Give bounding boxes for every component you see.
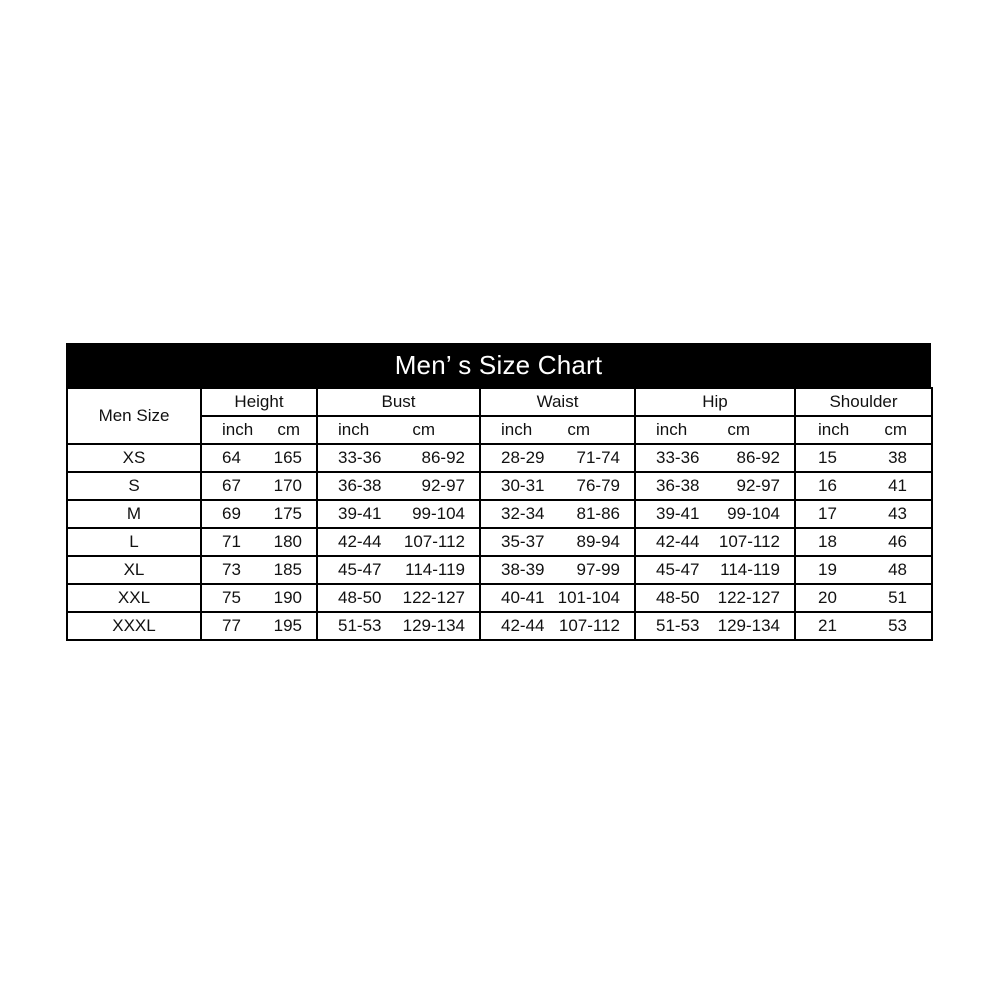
bust-inch-value: 36-38 xyxy=(338,476,382,495)
size-cell: XXXL xyxy=(67,612,201,640)
shoulder-inch-value: 18 xyxy=(818,532,837,551)
height-cell xyxy=(201,444,317,472)
waist-inch-value: 30-31 xyxy=(501,476,545,495)
bust-cm-value: 86-92 xyxy=(421,448,465,467)
shoulder-cm-value: 51 xyxy=(888,588,907,607)
hip-unit-header xyxy=(635,416,795,444)
value-pair xyxy=(481,588,634,608)
height-cell xyxy=(201,528,317,556)
value-pair xyxy=(318,616,479,636)
shoulder-inch-value: 19 xyxy=(818,560,837,579)
value-pair xyxy=(202,588,316,608)
value-pair xyxy=(202,616,316,636)
shoulder-inch-value: 17 xyxy=(818,504,837,523)
value-pair xyxy=(481,448,634,468)
value-pair xyxy=(318,476,479,496)
bust-cell xyxy=(317,528,480,556)
bust-cell xyxy=(317,556,480,584)
value-pair xyxy=(202,532,316,552)
height-header: Height xyxy=(201,388,317,416)
size-cell: XL xyxy=(67,556,201,584)
bust-inch-value: 51-53 xyxy=(338,616,382,635)
waist-cm-value: 97-99 xyxy=(576,560,620,579)
hip-cell xyxy=(635,444,795,472)
waist-cell xyxy=(480,612,635,640)
height-inch-value: 71 xyxy=(222,532,241,551)
hip-cell xyxy=(635,500,795,528)
waist-cell xyxy=(480,556,635,584)
table-row xyxy=(67,528,932,556)
height-cell xyxy=(201,472,317,500)
hip-inch-value: 39-41 xyxy=(656,504,700,523)
men-size-header: Men Size xyxy=(67,388,201,444)
value-pair xyxy=(318,588,479,608)
size-cell: L xyxy=(67,528,201,556)
value-pair xyxy=(202,560,316,580)
waist-inch-value: 42-44 xyxy=(501,616,545,635)
waist-inch-value: 32-34 xyxy=(501,504,545,523)
size-cell: XXL xyxy=(67,584,201,612)
value-pair xyxy=(796,504,931,524)
unit-inch-label: inch xyxy=(338,420,370,439)
value-pair xyxy=(202,504,316,524)
shoulder-header: Shoulder xyxy=(795,388,932,416)
bust-inch-value: 33-36 xyxy=(338,448,382,467)
bust-header: Bust xyxy=(317,388,480,416)
value-pair xyxy=(796,532,931,552)
height-cm-value: 185 xyxy=(273,560,302,579)
waist-inch-value: 28-29 xyxy=(501,448,545,467)
hip-inch-value: 33-36 xyxy=(656,448,700,467)
hip-cm-value: 99-104 xyxy=(727,504,780,523)
unit-pair xyxy=(318,420,479,440)
bust-inch-value: 39-41 xyxy=(338,504,382,523)
shoulder-cell xyxy=(795,444,932,472)
waist-cell xyxy=(480,528,635,556)
bust-cm-value: 114-119 xyxy=(405,560,465,579)
value-pair xyxy=(636,476,794,496)
shoulder-cell xyxy=(795,612,932,640)
waist-cm-value: 81-86 xyxy=(576,504,620,523)
size-cell: XS xyxy=(67,444,201,472)
value-pair xyxy=(796,560,931,580)
value-pair xyxy=(636,588,794,608)
bust-cell xyxy=(317,444,480,472)
height-inch-value: 67 xyxy=(222,476,241,495)
value-pair xyxy=(796,588,931,608)
value-pair xyxy=(636,504,794,524)
waist-inch-value: 38-39 xyxy=(501,560,545,579)
waist-cm-value: 101-104 xyxy=(557,588,620,607)
waist-cm-value: 71-74 xyxy=(576,448,620,467)
hip-cell xyxy=(635,584,795,612)
hip-inch-value: 45-47 xyxy=(656,560,700,579)
waist-header: Waist xyxy=(480,388,635,416)
chart-title-bar xyxy=(66,343,931,387)
unit-inch-label: inch xyxy=(656,420,688,439)
bust-cm-value: 122-127 xyxy=(402,588,465,607)
shoulder-inch-value: 16 xyxy=(818,476,837,495)
hip-inch-value: 48-50 xyxy=(656,588,700,607)
hip-inch-value: 42-44 xyxy=(656,532,700,551)
hip-cm-value: 114-119 xyxy=(720,560,780,579)
size-cell: M xyxy=(67,500,201,528)
table-row xyxy=(67,444,932,472)
value-pair xyxy=(318,448,479,468)
unit-cm-label: cm xyxy=(567,420,590,439)
value-pair xyxy=(318,532,479,552)
unit-pair xyxy=(796,420,931,440)
waist-cm-value: 89-94 xyxy=(576,532,620,551)
value-pair xyxy=(636,532,794,552)
height-inch-value: 77 xyxy=(222,616,241,635)
height-cell xyxy=(201,556,317,584)
unit-cm-label: cm xyxy=(884,420,907,439)
bust-cell xyxy=(317,500,480,528)
unit-inch-label: inch xyxy=(222,420,254,439)
hip-inch-value: 36-38 xyxy=(656,476,700,495)
bust-inch-value: 45-47 xyxy=(338,560,382,579)
height-cm-value: 180 xyxy=(273,532,302,551)
unit-inch-label: inch xyxy=(501,420,533,439)
bust-cell xyxy=(317,584,480,612)
value-pair xyxy=(481,476,634,496)
hip-cm-value: 107-112 xyxy=(718,532,780,551)
value-pair xyxy=(796,616,931,636)
height-cm-value: 165 xyxy=(273,448,302,467)
unit-cm-label: cm xyxy=(277,420,300,439)
value-pair xyxy=(318,504,479,524)
table-row xyxy=(67,500,932,528)
bust-inch-value: 42-44 xyxy=(338,532,382,551)
hip-header: Hip xyxy=(635,388,795,416)
unit-pair xyxy=(481,420,634,440)
bust-cm-value: 129-134 xyxy=(402,616,465,635)
value-pair xyxy=(202,476,316,496)
height-unit-header xyxy=(201,416,317,444)
bust-unit-header xyxy=(317,416,480,444)
size-table xyxy=(66,387,933,641)
hip-cm-value: 129-134 xyxy=(717,616,780,635)
hip-cell xyxy=(635,556,795,584)
hip-cm-value: 86-92 xyxy=(736,448,780,467)
unit-inch-label: inch xyxy=(818,420,850,439)
height-inch-value: 73 xyxy=(222,560,241,579)
height-cell xyxy=(201,500,317,528)
waist-cell xyxy=(480,584,635,612)
waist-cell xyxy=(480,444,635,472)
value-pair xyxy=(481,616,634,636)
unit-pair xyxy=(636,420,794,440)
bust-cell xyxy=(317,612,480,640)
table-row xyxy=(67,472,932,500)
shoulder-cell xyxy=(795,500,932,528)
height-cm-value: 195 xyxy=(273,616,302,635)
value-pair xyxy=(636,448,794,468)
chart-title: Men’ s Size Chart xyxy=(394,349,603,380)
table-row xyxy=(67,556,932,584)
hip-cm-value: 122-127 xyxy=(717,588,780,607)
shoulder-cm-value: 38 xyxy=(888,448,907,467)
bust-cell xyxy=(317,472,480,500)
shoulder-inch-value: 20 xyxy=(818,588,837,607)
shoulder-cell xyxy=(795,584,932,612)
value-pair xyxy=(481,532,634,552)
shoulder-inch-value: 15 xyxy=(818,448,837,467)
bust-cm-value: 92-97 xyxy=(421,476,465,495)
unit-cm-label: cm xyxy=(727,420,750,439)
waist-cell xyxy=(480,500,635,528)
shoulder-cm-value: 53 xyxy=(888,616,907,635)
shoulder-cm-value: 41 xyxy=(888,476,907,495)
table-body xyxy=(67,444,932,640)
height-cm-value: 170 xyxy=(273,476,302,495)
height-cell xyxy=(201,612,317,640)
shoulder-unit-header xyxy=(795,416,932,444)
height-inch-value: 75 xyxy=(222,588,241,607)
height-cm-value: 190 xyxy=(273,588,302,607)
shoulder-cell xyxy=(795,556,932,584)
hip-inch-value: 51-53 xyxy=(656,616,700,635)
height-cell xyxy=(201,584,317,612)
table-header xyxy=(67,388,932,444)
shoulder-cm-value: 43 xyxy=(888,504,907,523)
shoulder-inch-value: 21 xyxy=(818,616,837,635)
hip-cell xyxy=(635,528,795,556)
size-cell: S xyxy=(67,472,201,500)
hip-cell xyxy=(635,472,795,500)
shoulder-cm-value: 48 xyxy=(888,560,907,579)
size-chart xyxy=(66,343,931,641)
value-pair xyxy=(481,504,634,524)
bust-cm-value: 107-112 xyxy=(403,532,465,551)
waist-inch-value: 35-37 xyxy=(501,532,545,551)
value-pair xyxy=(796,448,931,468)
height-inch-value: 64 xyxy=(222,448,241,467)
shoulder-cell xyxy=(795,472,932,500)
value-pair xyxy=(636,616,794,636)
value-pair xyxy=(481,560,634,580)
bust-cm-value: 99-104 xyxy=(412,504,465,523)
hip-cm-value: 92-97 xyxy=(736,476,780,495)
height-inch-value: 69 xyxy=(222,504,241,523)
value-pair xyxy=(636,560,794,580)
waist-cm-value: 107-112 xyxy=(558,616,620,635)
unit-pair xyxy=(202,420,316,440)
value-pair xyxy=(796,476,931,496)
unit-cm-label: cm xyxy=(412,420,435,439)
table-row xyxy=(67,584,932,612)
header-row-groups xyxy=(67,388,932,416)
waist-unit-header xyxy=(480,416,635,444)
hip-cell xyxy=(635,612,795,640)
table-row xyxy=(67,612,932,640)
waist-cell xyxy=(480,472,635,500)
shoulder-cm-value: 46 xyxy=(888,532,907,551)
waist-cm-value: 76-79 xyxy=(576,476,620,495)
bust-inch-value: 48-50 xyxy=(338,588,382,607)
value-pair xyxy=(318,560,479,580)
shoulder-cell xyxy=(795,528,932,556)
waist-inch-value: 40-41 xyxy=(501,588,545,607)
value-pair xyxy=(202,448,316,468)
height-cm-value: 175 xyxy=(273,504,302,523)
